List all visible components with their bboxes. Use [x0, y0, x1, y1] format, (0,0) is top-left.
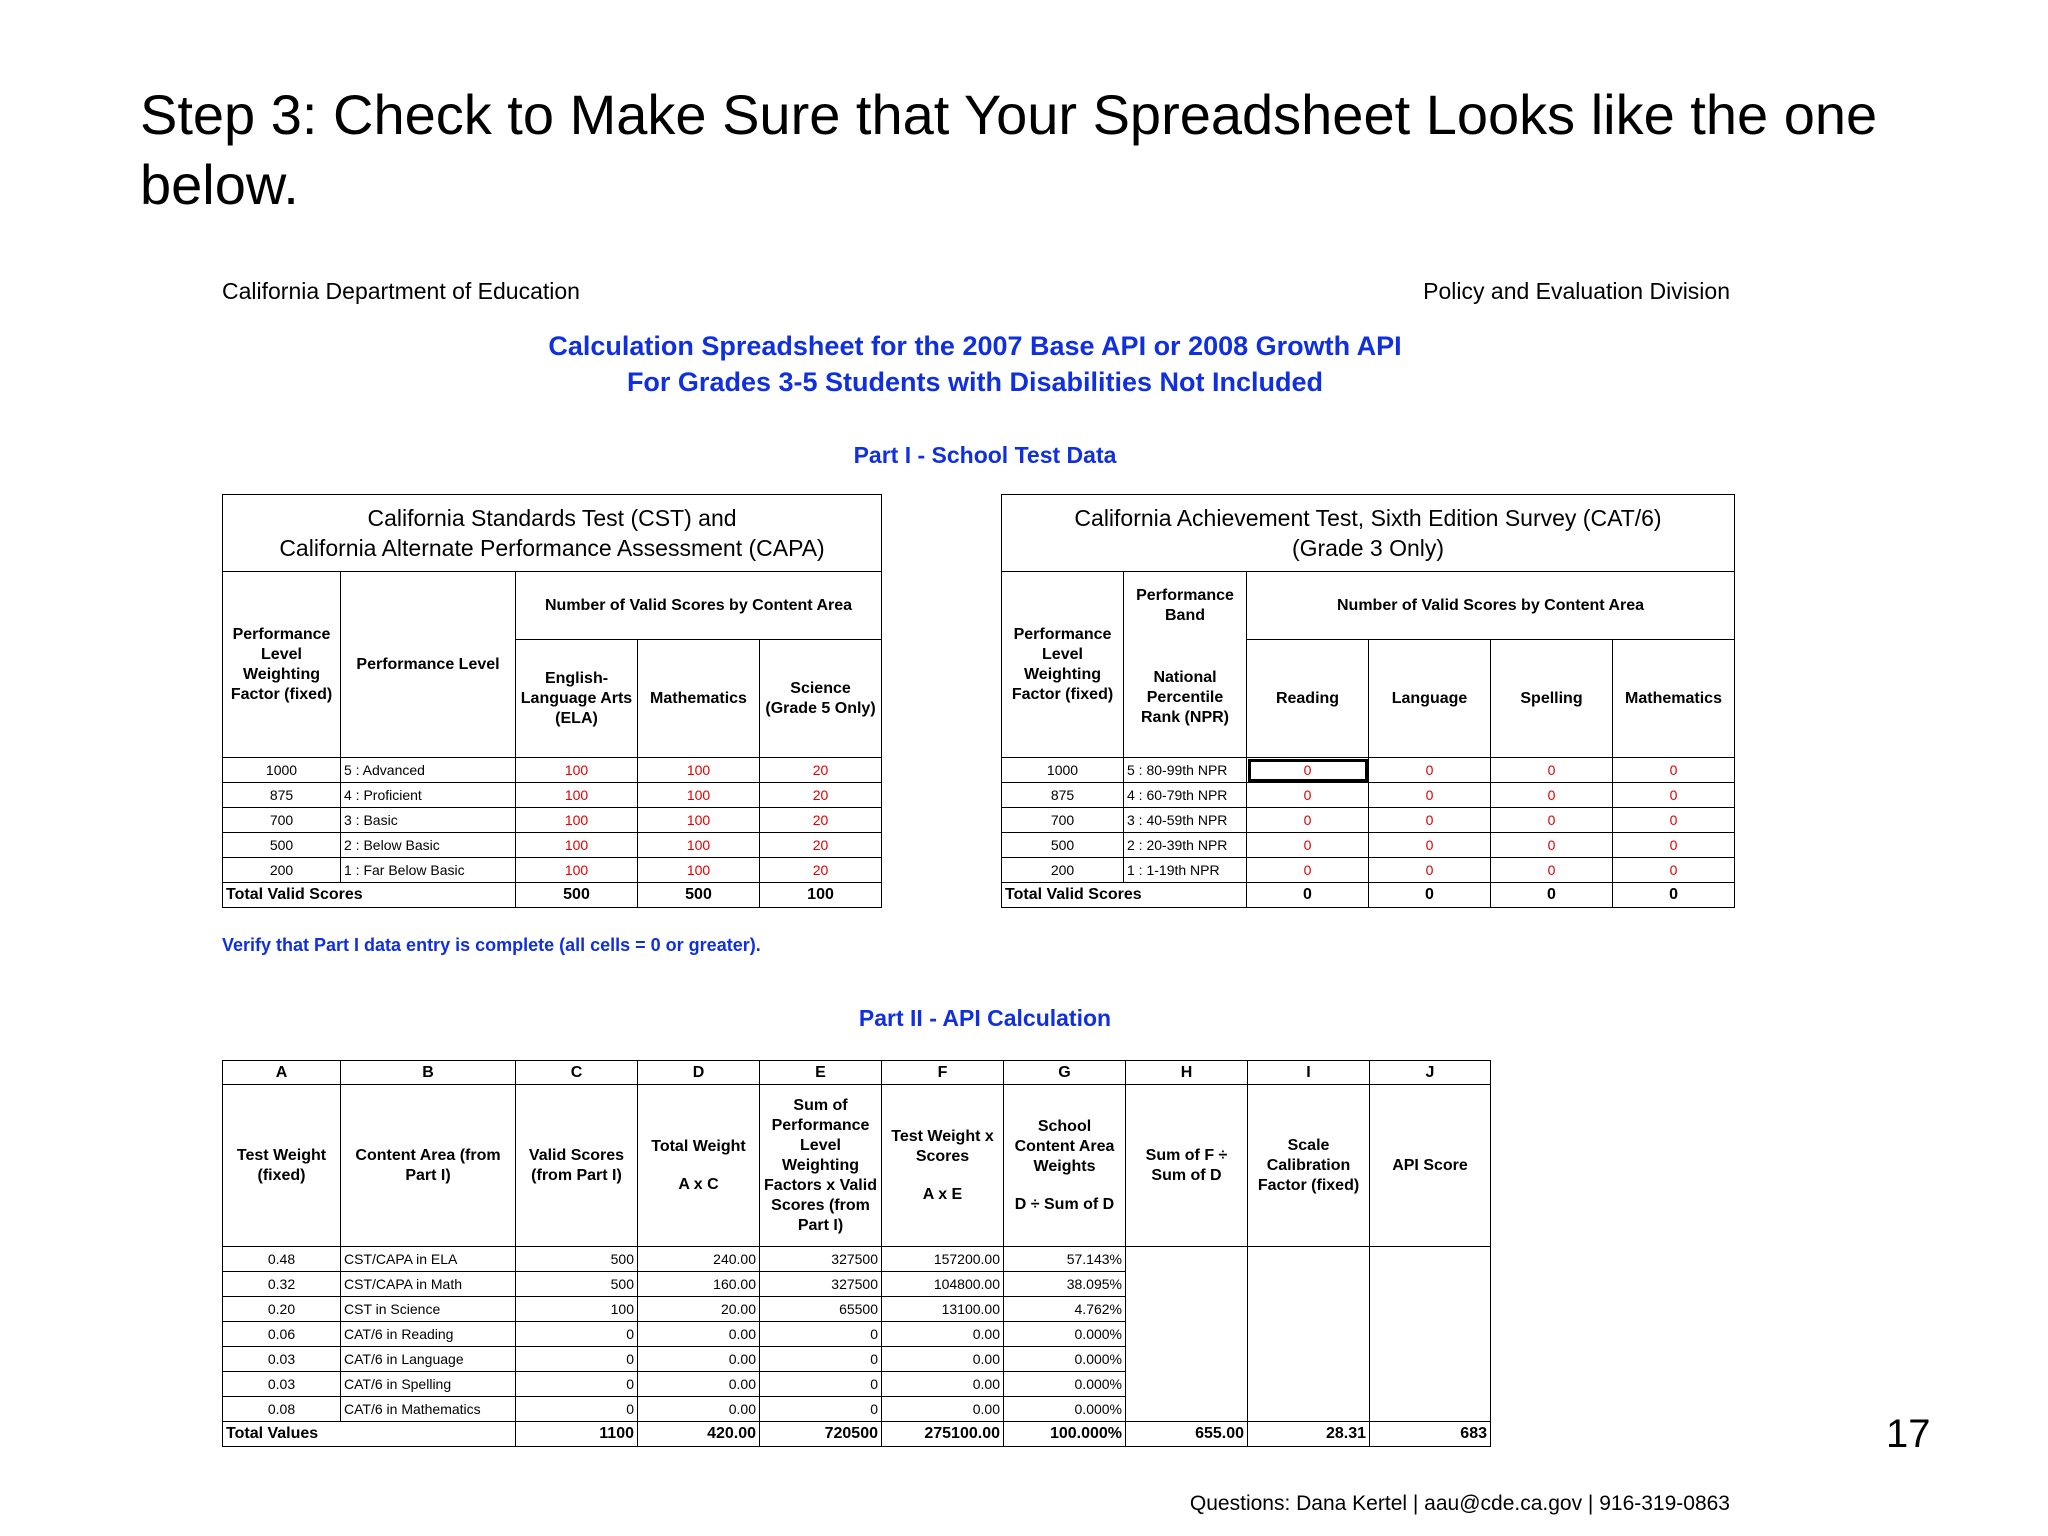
part2-heading: Part II - API Calculation [858, 1005, 1112, 1031]
footer-contact: Questions: Dana Kertel | aau@cde.ca.gov | 916-319-0863 [1189, 1492, 1730, 1515]
cst-col-math: Mathematics [638, 640, 760, 758]
sheet-title-line2: For Grades 3-5 Students with Disabilities Not Included [626, 367, 1324, 397]
api-sum-ratio: 655.00 [1126, 1422, 1248, 1447]
table-row: 500 2 : Below Basic 100 100 20 [223, 833, 882, 858]
page-number: 17 [1886, 1412, 1931, 1456]
table-row: 1000 5 : 80-99th NPR 0 0 0 0 [1002, 758, 1735, 783]
selected-cell[interactable]: 0 [1247, 758, 1369, 783]
total-row: Total Valid Scores 0 0 0 0 [1002, 883, 1735, 908]
table-row: 0.03 CAT/6 in Language 0 0.00 0 0.00 0.000% [223, 1347, 1491, 1372]
table-row: 0.32 CST/CAPA in Math 500 160.00 327500 104800.00 38.095% [223, 1272, 1491, 1297]
cat6-col-spelling: Spelling [1491, 640, 1613, 758]
table-row: 0.08 CAT/6 in Mathematics 0 0.00 0 0.00 0.000% [223, 1397, 1491, 1422]
cst-table-title: California Standards Test (CST) and California Alternate Performance Assessment (CAPA) [223, 495, 882, 572]
cst-col-group: Number of Valid Scores by Content Area [516, 572, 882, 640]
table-row: 0.06 CAT/6 in Reading 0 0.00 0 0.00 0.000% [223, 1322, 1491, 1347]
cat6-col-reading: Reading [1247, 640, 1369, 758]
cat6-col-band: Performance Band [1124, 572, 1247, 640]
scale-calibration-factor: 28.31 [1248, 1422, 1370, 1447]
cat6-col-npr: National Percentile Rank (NPR) [1124, 640, 1247, 758]
sheet-title-line1: Calculation Spreadsheet for the 2007 Base API or 2008 Growth API [548, 331, 1402, 361]
cst-col-weighting: Performance Level Weighting Factor (fixed) [223, 572, 341, 758]
column-letters: A B C D E F G H I J [223, 1061, 1491, 1085]
column-headers: Test Weight (fixed) Content Area (from Part I) Valid Scores (from Part I) Total Weight A x C Sum of Performance Level Weighting Factors x Valid Scores (from Part I) Test Weight x Scores A x E School Content Area Weights D ÷ Sum of D Sum of F ÷ Sum of D Scale Calibration Factor (fixed) API Score [223, 1085, 1491, 1247]
table-row: 700 3 : Basic 100 100 20 [223, 808, 882, 833]
api-score: 683 [1370, 1422, 1491, 1447]
cst-col-ela: English-Language Arts (ELA) [516, 640, 638, 758]
table-row: 0.48 CST/CAPA in ELA 500 240.00 327500 157200.00 57.143% [223, 1247, 1491, 1272]
api-calculation-table [222, 1060, 1491, 1447]
total-row: Total Values 1100 420.00 720500 275100.00 100.000% 655.00 28.31 683 [223, 1422, 1491, 1447]
slide-title: Step 3: Check to Make Sure that Your Spreadsheet Looks like the one below. [140, 83, 1878, 216]
total-row: Total Valid Scores 500 500 100 [223, 883, 882, 908]
cst-col-level: Performance Level [341, 572, 516, 758]
org-name: California Department of Education [222, 278, 580, 304]
sheet-title [500, 328, 1450, 400]
table-row: 0.20 CST in Science 100 20.00 65500 13100.00 4.762% [223, 1297, 1491, 1322]
cst-col-science: Science (Grade 5 Only) [760, 640, 882, 758]
cat6-col-group: Number of Valid Scores by Content Area [1247, 572, 1735, 640]
cat6-col-weighting: Performance Level Weighting Factor (fixed) [1002, 572, 1124, 758]
cst-table [222, 494, 882, 908]
cat6-table [1001, 494, 1735, 908]
table-row: 875 4 : Proficient 100 100 20 [223, 783, 882, 808]
table-row: 1000 5 : Advanced 100 100 20 [223, 758, 882, 783]
cat6-table-title: California Achievement Test, Sixth Edition Survey (CAT/6) (Grade 3 Only) [1002, 495, 1735, 572]
table-row: 0.03 CAT/6 in Spelling 0 0.00 0 0.00 0.000% [223, 1372, 1491, 1397]
table-row: 875 4 : 60-79th NPR 0 0 0 0 [1002, 783, 1735, 808]
table-row: 700 3 : 40-59th NPR 0 0 0 0 [1002, 808, 1735, 833]
table-row: 500 2 : 20-39th NPR 0 0 0 0 [1002, 833, 1735, 858]
cat6-col-language: Language [1369, 640, 1491, 758]
verify-note: Verify that Part I data entry is complete (all cells = 0 or greater). [222, 935, 761, 955]
cat6-col-math: Mathematics [1613, 640, 1735, 758]
division-name: Policy and Evaluation Division [1423, 278, 1730, 304]
table-row: 200 1 : 1-19th NPR 0 0 0 0 [1002, 858, 1735, 883]
part1-heading: Part I - School Test Data [853, 442, 1117, 468]
table-row: 200 1 : Far Below Basic 100 100 20 [223, 858, 882, 883]
